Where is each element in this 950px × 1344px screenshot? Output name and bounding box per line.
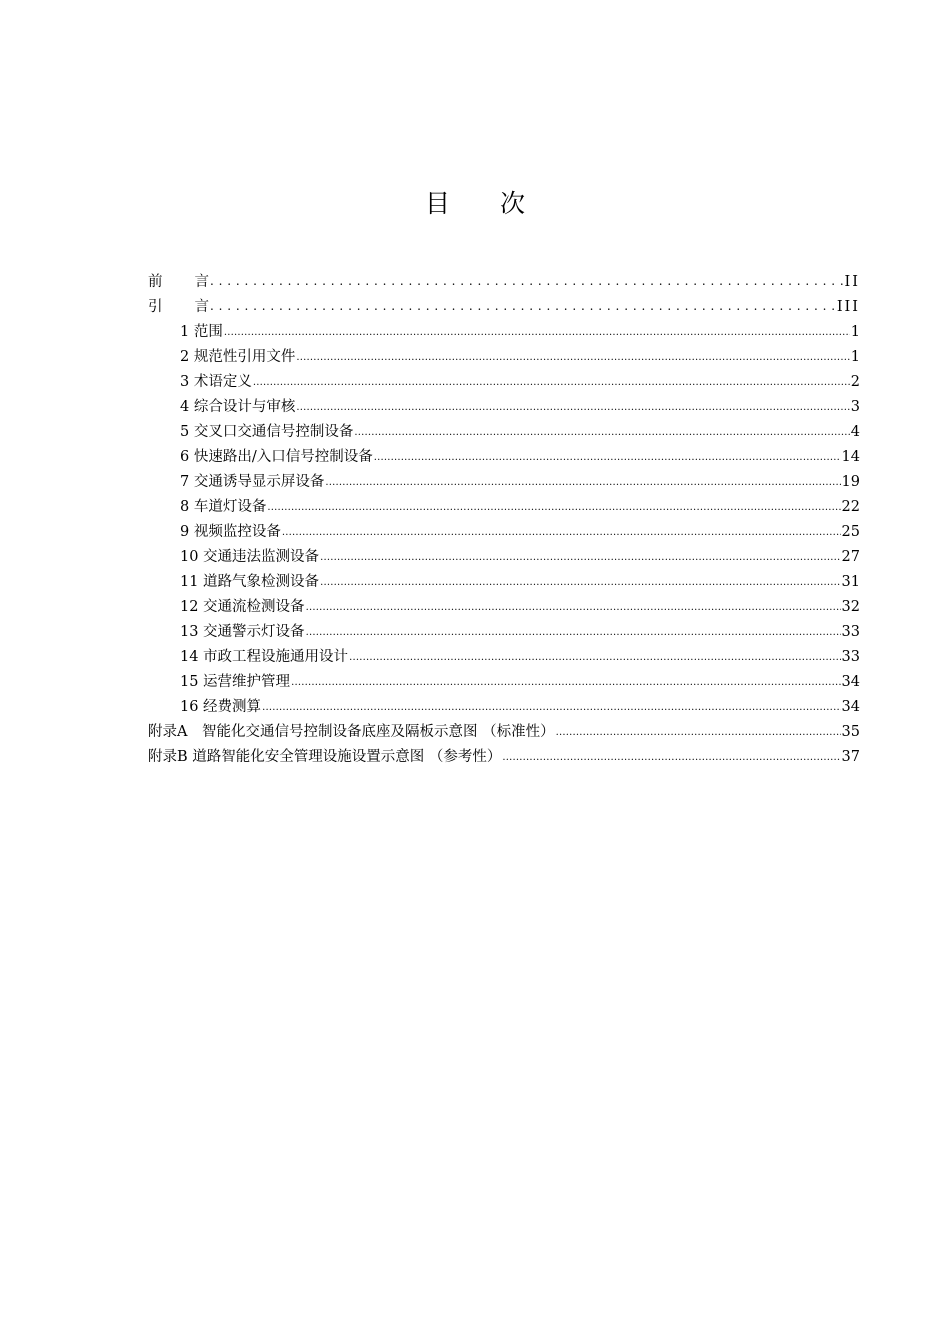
dot-leader [291, 669, 840, 695]
dot-leader [374, 444, 841, 470]
toc-page-number: 33 [841, 624, 860, 640]
dot-leader [224, 319, 850, 345]
toc-label: 12 交通流检测设备 [180, 599, 305, 615]
toc-entry-chapter-8[interactable] [148, 495, 860, 520]
toc-page-number: III [836, 299, 860, 315]
page-title [0, 184, 950, 220]
toc-page-number: 34 [841, 699, 860, 715]
toc-entry-chapter-4[interactable] [148, 395, 860, 420]
toc-label: 引 [148, 299, 163, 315]
dot-leader [325, 469, 840, 495]
toc-label: 16 经费测算 [180, 699, 262, 715]
toc-page-number: 35 [841, 724, 860, 740]
toc-label: 4 综合设计与审核 [180, 399, 296, 415]
toc-label: 11 道路气象检测设备 [180, 574, 320, 590]
toc-entry-chapter-14[interactable] [148, 645, 860, 670]
toc-label: 3 术语定义 [180, 374, 252, 390]
title-char-1: 目 [424, 189, 450, 218]
toc-page-number: 1 [850, 349, 860, 365]
dot-leader [296, 344, 849, 370]
toc-page-number: 2 [850, 374, 860, 390]
toc-page-number: 25 [841, 524, 860, 540]
toc-label: 1 范围 [180, 324, 223, 340]
toc-page-number: 3 [850, 399, 860, 415]
dot-leader [253, 369, 850, 395]
dot-leader [320, 544, 840, 570]
toc-entry-introduction[interactable] [148, 295, 860, 320]
toc-page-number: 22 [841, 499, 860, 515]
toc-page-number: 27 [841, 549, 860, 565]
dot-leader [306, 594, 841, 620]
dot-leader [262, 694, 840, 720]
toc-label: 言 [194, 274, 209, 290]
toc-label: 7 交通诱导显示屏设备 [180, 474, 325, 490]
toc-entry-chapter-12[interactable] [148, 595, 860, 620]
toc-label: 附录B 道路智能化安全管理设施设置示意图 （参考性） [148, 749, 502, 765]
toc-entry-foreword[interactable] [148, 270, 860, 295]
toc-page-number: 1 [850, 324, 860, 340]
toc-page-number: 31 [841, 574, 860, 590]
toc-page-number: II [844, 274, 860, 290]
table-of-contents [148, 270, 860, 770]
dot-leader [502, 744, 840, 770]
toc-page-number: 33 [841, 649, 860, 665]
toc-label: 2 规范性引用文件 [180, 349, 296, 365]
toc-label: 10 交通违法监测设备 [180, 549, 320, 565]
toc-page-number: 32 [841, 599, 860, 615]
toc-page-number: 19 [841, 474, 860, 490]
dot-leader [282, 519, 841, 545]
toc-label: 前 [148, 274, 163, 290]
dot-leader [296, 394, 849, 420]
toc-page-number: 37 [841, 749, 860, 765]
toc-entry-chapter-6[interactable] [148, 445, 860, 470]
toc-entry-chapter-13[interactable] [148, 620, 860, 645]
toc-page-number: 34 [841, 674, 860, 690]
toc-page-number: 4 [850, 424, 860, 440]
toc-label: 8 车道灯设备 [180, 499, 267, 515]
dot-leader [210, 269, 844, 294]
toc-page-number: 14 [841, 449, 860, 465]
dot-leader [210, 294, 836, 319]
toc-label: 14 市政工程设施通用设计 [180, 649, 349, 665]
toc-label: 附录A 智能化交通信号控制设备底座及隔板示意图 （标准性） [148, 724, 555, 740]
toc-entry-chapter-2[interactable] [148, 345, 860, 370]
toc-entry-chapter-1[interactable] [148, 320, 860, 345]
title-char-2: 次 [500, 189, 526, 218]
toc-entry-chapter-3[interactable] [148, 370, 860, 395]
dot-leader [267, 494, 840, 520]
toc-label: 5 交叉口交通信号控制设备 [180, 424, 354, 440]
toc-entry-appendix-a[interactable] [148, 720, 860, 745]
toc-entry-chapter-9[interactable] [148, 520, 860, 545]
toc-label: 9 视频监控设备 [180, 524, 281, 540]
toc-entry-appendix-b[interactable] [148, 745, 860, 770]
dot-leader [354, 419, 849, 445]
dot-leader [349, 644, 840, 670]
dot-leader [306, 619, 841, 645]
toc-label: 13 交通警示灯设备 [180, 624, 305, 640]
toc-label: 15 运营维护管理 [180, 674, 291, 690]
toc-entry-chapter-5[interactable] [148, 420, 860, 445]
toc-entry-chapter-16[interactable] [148, 695, 860, 720]
toc-label: 6 快速路出/入口信号控制设备 [180, 449, 373, 465]
dot-leader [556, 719, 841, 745]
toc-entry-chapter-7[interactable] [148, 470, 860, 495]
toc-label: 言 [194, 299, 209, 315]
toc-entry-chapter-11[interactable] [148, 570, 860, 595]
dot-leader [320, 569, 840, 595]
toc-entry-chapter-15[interactable] [148, 670, 860, 695]
toc-entry-chapter-10[interactable] [148, 545, 860, 570]
